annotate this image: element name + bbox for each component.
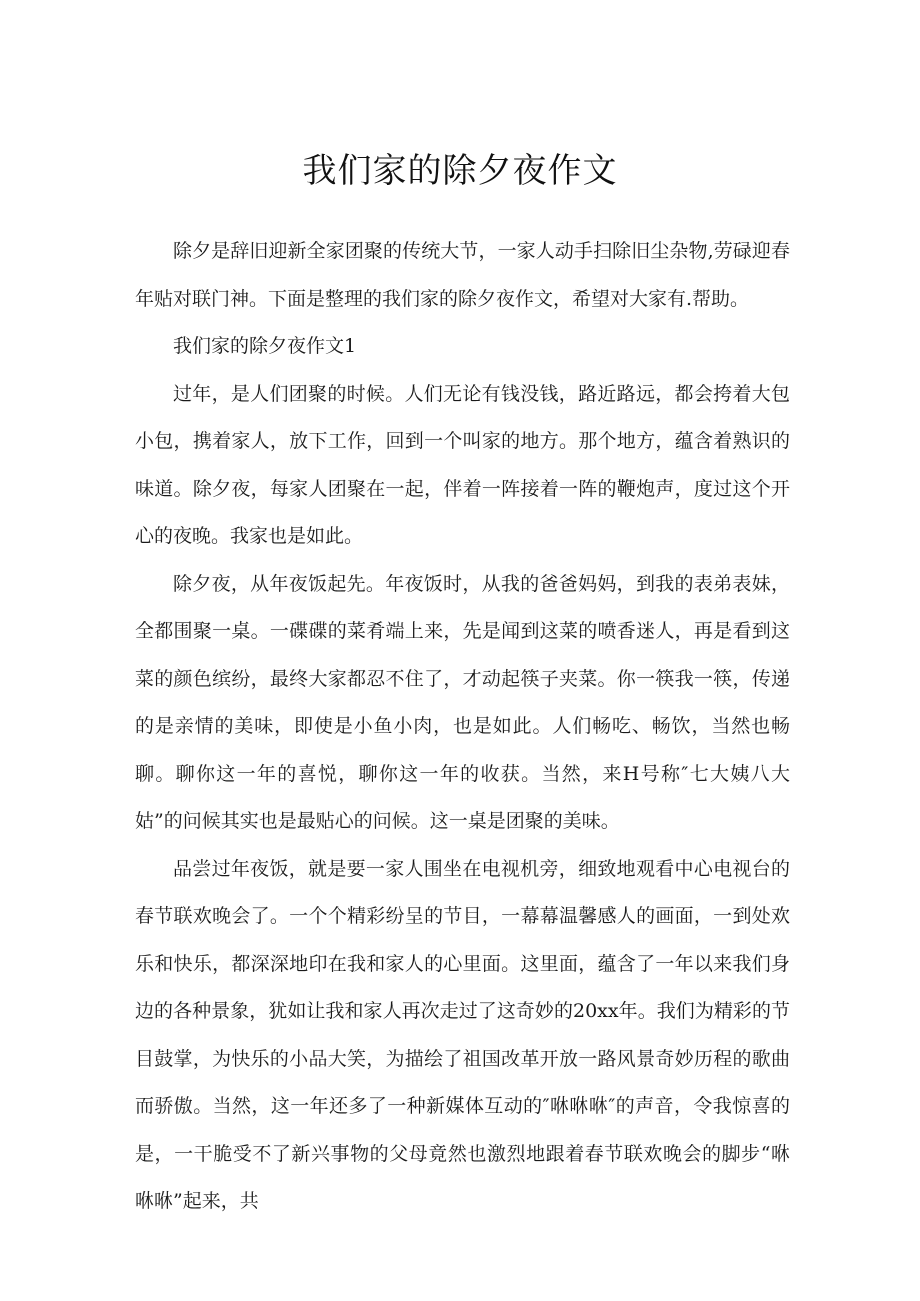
document-title: 我们家的除夕夜作文 [302, 151, 618, 191]
section-heading: 我们家的除夕夜作文1 [173, 335, 357, 357]
document-body [135, 228, 790, 1226]
intro-paragraph: 除夕是辞旧迎新全家团聚的传统大节，一家人动手扫除旧尘杂物,劳碌迎春年贴对联门神。下面是整理的我们家的除夕夜作文，希望对大家有.帮助。 [135, 240, 790, 310]
body-paragraph-3: 品尝过年夜饭，就是要一家人围坐在电视机旁，细致地观看中心电视台的春节联欢晚会了。一个个精彩纷呈的节目，一幕幕温馨感人的画面，一到处欢乐和快乐，都深深地印在我和家人的心里面。这里面，蕴含了一年以来我们身边的各种景象，犹如让我和家人再次走过了这奇妙的20xx年。我们为精彩的节目鼓掌，为快乐的小品大笑，为描绘了祖国改革开放一路风景奇妙历程的歌曲而骄傲。当然，这一年还多了一种新媒体互动的″咻咻咻″的声音，令我惊喜的是，一干脆受不了新兴事物的父母竟然也激烈地跟着春节联欢晚会的脚步“咻咻咻”起来，共 [135, 857, 790, 1212]
body-paragraph-1: 过年，是人们团聚的时候。人们无论有钱没钱，路近路远，都会挎着大包小包，携着家人，放下工作，回到一个叫家的地方。那个地方，蕴含着熟识的味道。除夕夜，每家人团聚在一起，伴着一阵接着一阵的鞭炮声，度过这个开心的夜晚。我家也是如此。 [135, 382, 790, 547]
body-paragraph-2: 除夕夜，从年夜饭起先。年夜饭时，从我的爸爸妈妈，到我的表弟表妹，全都围聚一桌。一碟碟的菜肴端上来，先是闻到这菜的喷香迷人，再是看到这菜的颜色缤纷，最终大家都忍不住了，才动起筷子夹菜。你一筷我一筷，传递的是亲情的美味，即使是小鱼小肉，也是如此。人们畅吃、畅饮，当然也畅聊。聊你这一年的喜悦，聊你这一年的收获。当然，来H号称″七大姨八大姑”的问候其实也是最贴心的问候。这一桌是团聚的美味。 [135, 572, 790, 832]
